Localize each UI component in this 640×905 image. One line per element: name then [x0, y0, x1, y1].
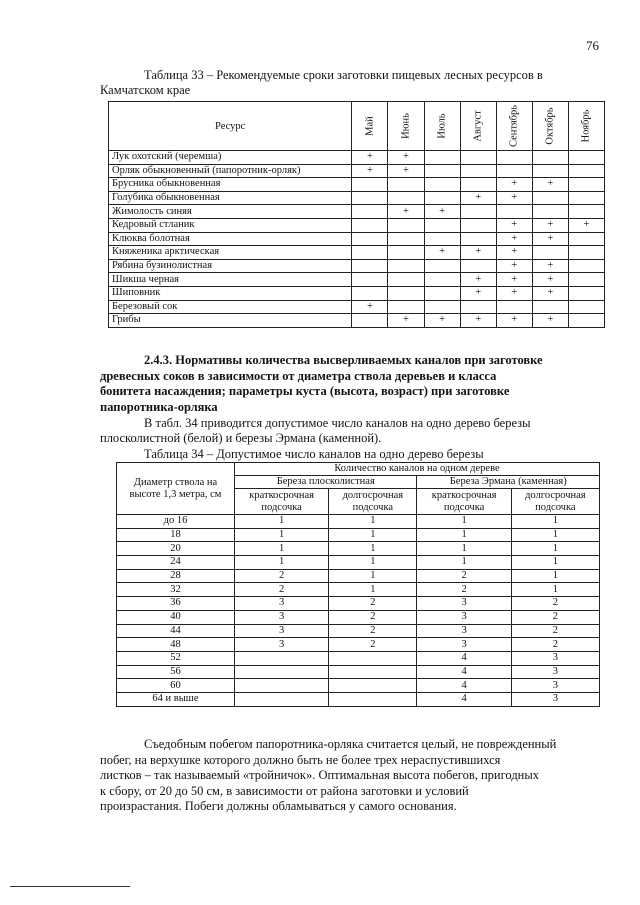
table34-caption: Таблица 34 – Допустимое число каналов на одно дерево березы	[144, 447, 484, 461]
month-mark-cell	[568, 191, 604, 205]
month-mark-cell	[460, 205, 496, 219]
table34-row	[117, 638, 600, 652]
channel-count-cell: 3	[511, 651, 599, 665]
channel-count-cell: 1	[511, 542, 599, 556]
month-mark-cell: +	[496, 232, 532, 246]
table34-row	[117, 692, 600, 706]
page-number: 76	[586, 38, 599, 53]
channel-count-cell: 3	[235, 597, 329, 611]
channel-count-cell	[235, 665, 329, 679]
month-mark-cell: +	[424, 314, 460, 328]
channel-count-cell: 2	[329, 610, 417, 624]
channel-count-cell: 2	[235, 583, 329, 597]
channel-count-cell: 2	[511, 610, 599, 624]
table33-row	[109, 273, 605, 287]
month-mark-cell	[424, 178, 460, 192]
diameter-cell: 28	[117, 569, 235, 583]
month-mark-cell: +	[532, 232, 568, 246]
month-mark-cell	[352, 314, 388, 328]
channel-count-cell: 1	[235, 556, 329, 570]
table33-header-row	[109, 102, 605, 151]
table34-intro-paragraph	[100, 416, 608, 446]
resource-name-cell: Кедровый стланик	[109, 218, 352, 232]
month-mark-cell	[388, 232, 424, 246]
channel-count-cell: 1	[329, 515, 417, 529]
month-header: Май	[352, 102, 388, 151]
paragraph-line: В табл. 34 приводится допустимое число каналов на одно дерево березы	[144, 416, 531, 430]
month-mark-cell	[388, 300, 424, 314]
resource-name-cell: Шикша черная	[109, 273, 352, 287]
month-mark-cell	[532, 164, 568, 178]
heading-line: 2.4.3. Нормативы количества высверливаемых каналов при заготовке	[144, 353, 543, 367]
table33-row	[109, 286, 605, 300]
month-mark-cell	[568, 246, 604, 260]
month-mark-cell: +	[532, 259, 568, 273]
month-mark-cell	[388, 273, 424, 287]
table33-row	[109, 232, 605, 246]
channel-count-cell: 2	[329, 597, 417, 611]
month-mark-cell	[532, 300, 568, 314]
channel-count-cell	[235, 692, 329, 706]
channel-count-cell: 1	[417, 528, 511, 542]
month-mark-cell: +	[460, 246, 496, 260]
month-header: Ноябрь	[568, 102, 604, 151]
short-term-tapping-header: краткосрочная подсочка	[417, 489, 511, 515]
heading-line: древесных соков в зависимости от диаметра ствола деревьев и класса	[100, 368, 497, 383]
footnote-divider	[10, 886, 130, 887]
channel-count-cell: 1	[511, 528, 599, 542]
table33-row	[109, 164, 605, 178]
channel-count-cell: 1	[511, 556, 599, 570]
month-mark-cell	[424, 259, 460, 273]
table34-row	[117, 515, 600, 529]
month-mark-cell	[568, 300, 604, 314]
month-header: Октябрь	[532, 102, 568, 151]
month-mark-cell	[496, 205, 532, 219]
channel-count-cell	[235, 651, 329, 665]
long-term-tapping-header: долгосрочная подсочка	[329, 489, 417, 515]
month-mark-cell: +	[496, 178, 532, 192]
month-mark-cell: +	[460, 286, 496, 300]
resource-name-cell: Лук охотский (черемша)	[109, 151, 352, 165]
diameter-cell: 18	[117, 528, 235, 542]
month-mark-cell	[388, 178, 424, 192]
species-header: Береза Эрмана (каменная)	[417, 476, 600, 489]
month-mark-cell	[352, 273, 388, 287]
month-mark-cell: +	[496, 259, 532, 273]
table34-row	[117, 569, 600, 583]
resource-name-cell: Клюква болотная	[109, 232, 352, 246]
paragraph-line: к сбору, от 20 до 50 см, в зависимости от района заготовки и условий	[100, 783, 469, 798]
table34-row	[117, 597, 600, 611]
paragraph-line: побег, на верхушке которого должно быть не более трех нераспустившихся	[100, 752, 501, 767]
month-mark-cell: +	[496, 246, 532, 260]
table33-row	[109, 246, 605, 260]
table33-row	[109, 191, 605, 205]
table34-row	[117, 651, 600, 665]
month-mark-cell	[388, 218, 424, 232]
diameter-cell: 20	[117, 542, 235, 556]
month-mark-cell: +	[388, 205, 424, 219]
resource-name-cell: Березовый сок	[109, 300, 352, 314]
month-mark-cell	[568, 314, 604, 328]
channel-count-cell: 1	[329, 542, 417, 556]
species-header: Береза плосколистная	[235, 476, 417, 489]
paragraph-line: плосколистной (белой) и березы Эрмана (каменной).	[100, 431, 382, 445]
channel-count-cell	[329, 651, 417, 665]
birch-channels-table	[116, 462, 600, 707]
channel-count-cell	[235, 679, 329, 693]
table33-row	[109, 218, 605, 232]
table34-row	[117, 665, 600, 679]
channel-count-cell: 2	[511, 638, 599, 652]
resource-name-cell: Голубика обыкновенная	[109, 191, 352, 205]
month-mark-cell	[424, 191, 460, 205]
month-mark-cell: +	[532, 178, 568, 192]
month-mark-cell	[352, 218, 388, 232]
diameter-cell: 24	[117, 556, 235, 570]
channel-count-cell: 3	[417, 597, 511, 611]
month-mark-cell: +	[388, 314, 424, 328]
month-mark-cell	[388, 191, 424, 205]
diameter-cell: 36	[117, 597, 235, 611]
table34-row	[117, 679, 600, 693]
diameter-column-header: Диаметр ствола на высоте 1,3 метра, см	[117, 463, 235, 515]
month-mark-cell: +	[388, 164, 424, 178]
paragraph-line: Съедобным побегом папоротника-орляка считается целый, не поврежденный	[144, 737, 557, 751]
month-mark-cell	[532, 191, 568, 205]
month-mark-cell	[568, 259, 604, 273]
month-mark-cell: +	[424, 205, 460, 219]
resource-name-cell: Орляк обыкновенный (папоротник-орляк)	[109, 164, 352, 178]
resource-name-cell: Брусника обыкновенная	[109, 178, 352, 192]
table33-row	[109, 205, 605, 219]
month-mark-cell: +	[496, 191, 532, 205]
month-mark-cell	[352, 246, 388, 260]
table34-row	[117, 610, 600, 624]
month-mark-cell	[424, 300, 460, 314]
channel-count-cell: 1	[329, 583, 417, 597]
month-mark-cell: +	[496, 286, 532, 300]
channel-count-cell: 3	[511, 679, 599, 693]
month-mark-cell	[424, 164, 460, 178]
channel-count-cell: 2	[329, 638, 417, 652]
month-mark-cell: +	[352, 151, 388, 165]
month-mark-cell	[352, 286, 388, 300]
channel-count-cell: 1	[511, 569, 599, 583]
month-mark-cell: +	[496, 218, 532, 232]
month-mark-cell	[460, 259, 496, 273]
diameter-cell: 52	[117, 651, 235, 665]
channel-count-cell: 3	[417, 624, 511, 638]
channel-count-cell: 1	[329, 528, 417, 542]
channel-count-cell: 1	[329, 569, 417, 583]
month-mark-cell: +	[496, 273, 532, 287]
month-mark-cell	[352, 205, 388, 219]
channel-count-cell: 2	[329, 624, 417, 638]
month-mark-cell: +	[532, 218, 568, 232]
channels-header: Количество каналов на одном дереве	[235, 463, 600, 476]
month-header: Июнь	[388, 102, 424, 151]
month-mark-cell	[460, 164, 496, 178]
resource-name-cell: Шиповник	[109, 286, 352, 300]
month-mark-cell	[568, 232, 604, 246]
resource-name-cell: Княженика арктическая	[109, 246, 352, 260]
diameter-cell: до 16	[117, 515, 235, 529]
resource-name-cell: Рябина бузинолистная	[109, 259, 352, 273]
channel-count-cell: 4	[417, 651, 511, 665]
diameter-cell: 48	[117, 638, 235, 652]
month-mark-cell	[352, 259, 388, 273]
month-mark-cell	[568, 151, 604, 165]
diameter-cell: 44	[117, 624, 235, 638]
channel-count-cell: 1	[417, 556, 511, 570]
month-mark-cell: +	[388, 151, 424, 165]
channel-count-cell: 2	[511, 597, 599, 611]
month-mark-cell: +	[352, 164, 388, 178]
table34-row	[117, 624, 600, 638]
channel-count-cell: 1	[417, 542, 511, 556]
table33-row	[109, 314, 605, 328]
bracken-shoot-paragraph	[100, 737, 608, 815]
month-mark-cell	[496, 300, 532, 314]
month-mark-cell: +	[460, 191, 496, 205]
table33-caption	[100, 68, 610, 98]
paragraph-line: произрастания. Побеги должны обламываться у самого основания.	[100, 799, 457, 813]
table33-row	[109, 300, 605, 314]
short-term-tapping-header: краткосрочная подсочка	[235, 489, 329, 515]
month-header: Сентябрь	[496, 102, 532, 151]
month-mark-cell	[352, 232, 388, 246]
diameter-cell: 56	[117, 665, 235, 679]
diameter-cell: 60	[117, 679, 235, 693]
channel-count-cell: 1	[329, 556, 417, 570]
resource-column-header: Ресурс	[109, 102, 352, 151]
month-mark-cell: +	[532, 273, 568, 287]
channel-count-cell: 2	[417, 569, 511, 583]
month-mark-cell: +	[460, 273, 496, 287]
month-mark-cell	[568, 205, 604, 219]
month-mark-cell: +	[352, 300, 388, 314]
month-mark-cell: +	[532, 314, 568, 328]
table34-row	[117, 556, 600, 570]
month-mark-cell	[532, 151, 568, 165]
table33-row	[109, 151, 605, 165]
channel-count-cell: 1	[235, 515, 329, 529]
channel-count-cell	[329, 665, 417, 679]
channel-count-cell: 3	[235, 624, 329, 638]
month-mark-cell	[424, 232, 460, 246]
channel-count-cell: 2	[511, 624, 599, 638]
section-heading-2-4-3	[100, 353, 608, 415]
diameter-cell: 64 и выше	[117, 692, 235, 706]
month-mark-cell	[460, 232, 496, 246]
channel-count-cell: 2	[417, 583, 511, 597]
month-mark-cell	[424, 218, 460, 232]
heading-line: папоротника-орляка	[100, 399, 218, 414]
channel-count-cell: 4	[417, 665, 511, 679]
resource-name-cell: Грибы	[109, 314, 352, 328]
channel-count-cell: 1	[511, 583, 599, 597]
month-mark-cell	[460, 300, 496, 314]
table34-row	[117, 528, 600, 542]
month-mark-cell	[460, 218, 496, 232]
month-mark-cell	[532, 205, 568, 219]
channel-count-cell: 3	[235, 638, 329, 652]
month-mark-cell	[568, 164, 604, 178]
long-term-tapping-header: долгосрочная подсочка	[511, 489, 599, 515]
channel-count-cell: 3	[511, 665, 599, 679]
month-mark-cell	[424, 273, 460, 287]
channel-count-cell	[329, 692, 417, 706]
channel-count-cell: 1	[235, 542, 329, 556]
channel-count-cell: 1	[235, 528, 329, 542]
table33-caption-line1: Таблица 33 – Рекомендуемые сроки заготовки пищевых лесных ресурсов в	[144, 68, 543, 82]
month-mark-cell	[460, 178, 496, 192]
month-mark-cell	[424, 151, 460, 165]
month-header: Август	[460, 102, 496, 151]
channel-count-cell: 3	[235, 610, 329, 624]
table33-caption-line2: Камчатском крае	[100, 83, 191, 97]
month-mark-cell	[568, 286, 604, 300]
channel-count-cell: 1	[511, 515, 599, 529]
month-mark-cell	[352, 178, 388, 192]
month-mark-cell: +	[568, 218, 604, 232]
month-mark-cell	[568, 178, 604, 192]
month-mark-cell	[460, 151, 496, 165]
month-mark-cell	[532, 246, 568, 260]
table33-row	[109, 178, 605, 192]
month-mark-cell	[388, 246, 424, 260]
month-mark-cell	[388, 286, 424, 300]
table33-row	[109, 259, 605, 273]
channel-count-cell: 1	[417, 515, 511, 529]
diameter-cell: 32	[117, 583, 235, 597]
channel-count-cell: 3	[417, 610, 511, 624]
month-mark-cell: +	[460, 314, 496, 328]
diameter-cell: 40	[117, 610, 235, 624]
harvest-timing-table	[108, 101, 605, 328]
table34-header-row	[117, 463, 600, 476]
month-mark-cell: +	[424, 246, 460, 260]
table34-row	[117, 542, 600, 556]
month-header: Июль	[424, 102, 460, 151]
heading-line: бонитета насаждения; параметры куста (высота, возраст) при заготовке	[100, 384, 510, 398]
paragraph-line: листков – так называемый «тройничок». Оптимальная высота побегов, пригодных	[100, 768, 540, 782]
channel-count-cell: 4	[417, 679, 511, 693]
month-mark-cell: +	[532, 286, 568, 300]
channel-count-cell: 3	[417, 638, 511, 652]
channel-count-cell	[329, 679, 417, 693]
month-mark-cell	[496, 164, 532, 178]
channel-count-cell: 3	[511, 692, 599, 706]
month-mark-cell: +	[496, 314, 532, 328]
resource-name-cell: Жимолость синяя	[109, 205, 352, 219]
month-mark-cell	[496, 151, 532, 165]
table34-row	[117, 583, 600, 597]
channel-count-cell: 4	[417, 692, 511, 706]
month-mark-cell	[424, 286, 460, 300]
month-mark-cell	[568, 273, 604, 287]
month-mark-cell	[388, 259, 424, 273]
month-mark-cell	[352, 191, 388, 205]
channel-count-cell: 2	[235, 569, 329, 583]
